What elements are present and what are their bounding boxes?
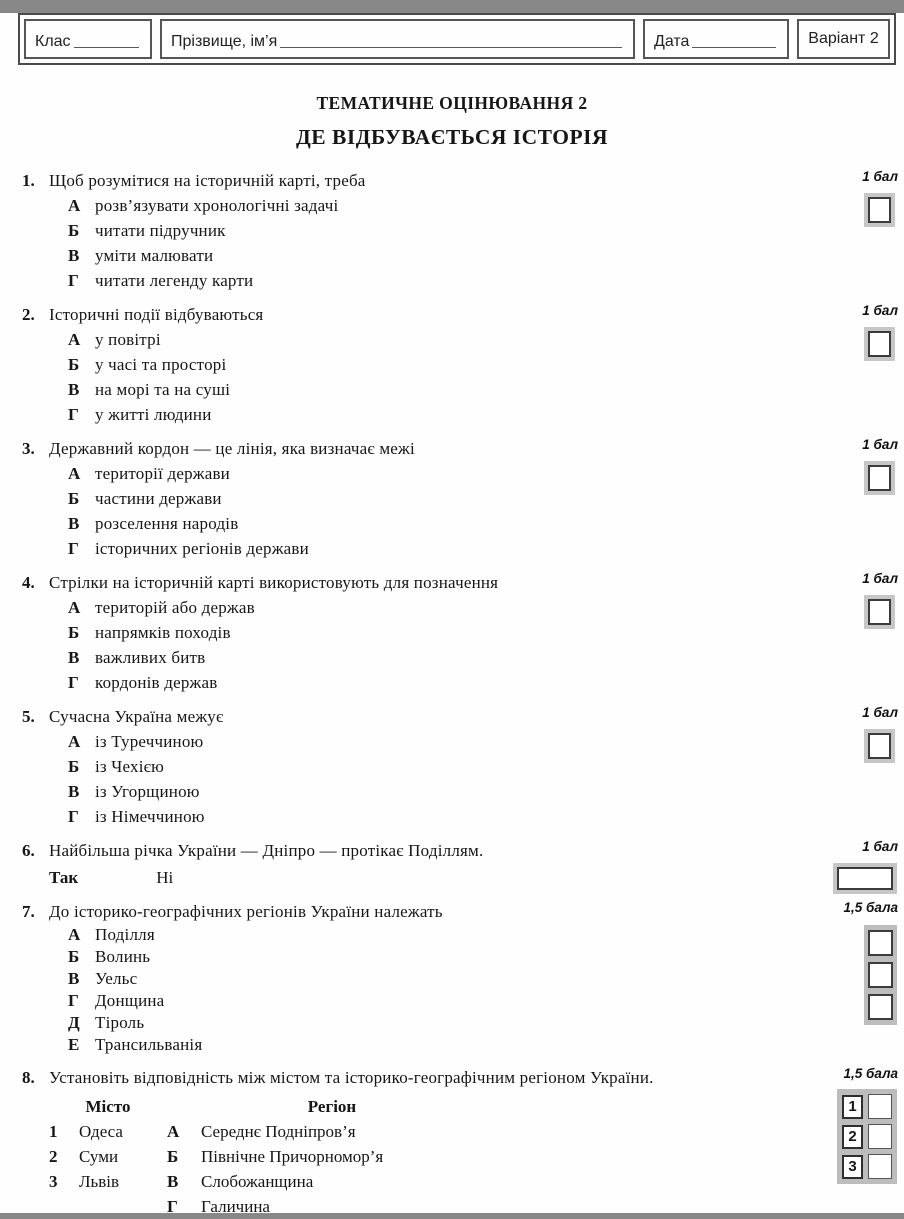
option-letter: Г <box>68 673 79 692</box>
question-head <box>22 436 822 461</box>
answer-box-strip <box>864 925 897 1025</box>
question-main <box>22 436 822 561</box>
option-letter: А <box>68 732 81 751</box>
options-list <box>22 729 822 829</box>
answer-box[interactable] <box>868 1154 892 1179</box>
option-row[interactable] <box>68 924 822 946</box>
name-cell <box>160 19 635 59</box>
questions-list <box>22 168 898 1219</box>
option-text: із Німеччиною <box>95 807 205 826</box>
worksheet-page <box>0 13 904 1216</box>
question-text: Історичні події відбуваються <box>49 305 264 324</box>
name-write-in-line[interactable] <box>280 32 622 48</box>
match-region-letter: В <box>167 1172 179 1191</box>
option-letter: А <box>68 925 81 944</box>
option-text: кордонів держав <box>95 673 218 692</box>
row-number-box: 1 <box>842 1095 863 1119</box>
question-text: Стрілки на історичній карті використовують для позначення <box>49 573 499 592</box>
question-main <box>22 302 822 427</box>
option-letter: Б <box>68 757 80 776</box>
question-number: 6. <box>22 841 35 860</box>
option-text: Донщина <box>95 991 165 1010</box>
answer-box[interactable] <box>868 1094 892 1119</box>
question-text: Державний кордон — це лінія, яка визначає межі <box>49 439 415 458</box>
question-number: 8. <box>22 1068 35 1087</box>
option-letter: В <box>68 514 80 533</box>
question-number: 4. <box>22 573 35 592</box>
score-area <box>822 302 898 427</box>
topic-title: ДЕ ВІДБУВАЄТЬСЯ ІСТОРІЯ <box>296 125 608 149</box>
answer-box[interactable] <box>868 994 893 1020</box>
option-row[interactable] <box>68 327 822 352</box>
match-region-letter: Б <box>167 1147 179 1166</box>
match-city[interactable]: Суми <box>79 1147 119 1166</box>
question-main <box>22 1065 822 1219</box>
question-text: Щоб розумітися на історичній карті, треба <box>49 171 366 190</box>
option-row[interactable] <box>68 511 822 536</box>
option-row[interactable] <box>68 620 822 645</box>
score-area <box>822 838 898 890</box>
option-text: Тіроль <box>95 1013 145 1032</box>
question-number: 1. <box>22 171 35 190</box>
option-letter: В <box>68 246 80 265</box>
option-letter: Г <box>68 271 79 290</box>
options-list <box>22 193 822 293</box>
question-1 <box>22 168 898 293</box>
true-option[interactable]: Так <box>49 868 79 887</box>
option-letter: Г <box>68 991 79 1010</box>
score-area <box>822 1065 898 1219</box>
option-text: у часі та просторі <box>95 355 227 374</box>
option-letter: Б <box>68 623 80 642</box>
points-label: 1 бал <box>862 839 898 854</box>
match-right-header: Регіон <box>307 1097 357 1116</box>
option-text: на морі та на суші <box>95 380 231 399</box>
option-letter: Г <box>68 807 79 826</box>
option-row[interactable] <box>68 645 822 670</box>
points-label: 1 бал <box>862 169 898 184</box>
question-main <box>22 899 822 1056</box>
points-label: 1,5 бала <box>843 1066 898 1081</box>
match-left-header: Місто <box>85 1097 131 1116</box>
option-text: історичних регіонів держави <box>95 539 309 558</box>
option-text: розселення народів <box>95 514 239 533</box>
class-label: Клас <box>35 32 71 50</box>
option-text: напрямків походів <box>95 623 231 642</box>
option-row[interactable] <box>68 595 822 620</box>
option-text: Волинь <box>95 947 151 966</box>
option-text: із Чехією <box>95 757 165 776</box>
option-letter: А <box>68 330 81 349</box>
option-letter: Г <box>68 405 79 424</box>
match-city-number <box>49 1194 79 1219</box>
match-region[interactable]: Північне Причорномор’я <box>201 1147 384 1166</box>
option-letter: В <box>68 648 80 667</box>
option-letter: Д <box>68 1013 80 1032</box>
score-area <box>822 899 898 1056</box>
question-head <box>22 168 822 193</box>
option-text: Трансильванія <box>95 1035 203 1054</box>
variant-cell <box>797 19 890 59</box>
options-list <box>22 924 822 1056</box>
option-letter: Б <box>68 947 80 966</box>
question-main <box>22 704 822 829</box>
row-number-box: 3 <box>842 1155 863 1179</box>
answer-box[interactable] <box>868 962 893 988</box>
question-number: 3. <box>22 439 35 458</box>
class-cell <box>24 19 152 59</box>
answer-box[interactable] <box>868 1124 892 1149</box>
points-label: 1 бал <box>862 705 898 720</box>
score-area <box>822 704 898 829</box>
score-area <box>822 168 898 293</box>
option-row[interactable] <box>68 1012 822 1034</box>
answer-box[interactable] <box>868 930 893 956</box>
match-region-letter: Г <box>167 1197 178 1216</box>
option-text: уміти малювати <box>95 246 214 265</box>
option-text: читати підручник <box>95 221 226 240</box>
option-row[interactable] <box>68 218 822 243</box>
option-row[interactable] <box>68 461 822 486</box>
option-row[interactable] <box>68 779 822 804</box>
option-text: із Туреччиною <box>95 732 204 751</box>
match-city[interactable]: Одеса <box>79 1122 123 1141</box>
match-table <box>49 1094 822 1219</box>
header-strip <box>18 13 896 65</box>
option-row[interactable] <box>68 990 822 1012</box>
option-row[interactable] <box>68 754 822 779</box>
match-city-number: 1 <box>49 1122 58 1141</box>
question-head <box>22 1065 822 1090</box>
option-row[interactable] <box>68 377 822 402</box>
question-main <box>22 570 822 695</box>
option-text: розв’язувати хронологічні задачі <box>95 196 339 215</box>
class-write-in-line[interactable] <box>74 32 139 48</box>
option-letter: Б <box>68 221 80 240</box>
points-label: 1 бал <box>862 571 898 586</box>
answer-box[interactable] <box>868 733 891 759</box>
points-label: 1 бал <box>862 437 898 452</box>
option-text: частини держави <box>95 489 222 508</box>
option-text: Поділля <box>95 925 155 944</box>
question-head <box>22 838 822 863</box>
option-row[interactable] <box>68 968 822 990</box>
option-row[interactable] <box>68 804 822 829</box>
match-region[interactable]: Галичина <box>201 1197 270 1216</box>
question-main <box>22 168 822 293</box>
variant-label: Варіант 2 <box>808 29 879 47</box>
options-list <box>22 461 822 561</box>
answer-box-wide[interactable] <box>837 867 893 890</box>
question-7 <box>22 899 898 1056</box>
question-head <box>22 704 822 729</box>
question-head <box>22 570 822 595</box>
question-main <box>22 838 822 890</box>
question-6 <box>22 838 898 890</box>
question-text: До історико-географічних регіонів України належать <box>49 902 443 921</box>
option-row[interactable] <box>68 1034 822 1056</box>
option-row[interactable] <box>68 402 822 427</box>
option-text: Уельс <box>95 969 138 988</box>
options-list <box>22 595 822 695</box>
question-head <box>22 302 822 327</box>
option-row[interactable] <box>68 729 822 754</box>
match-city <box>79 1194 167 1219</box>
option-row[interactable] <box>68 193 822 218</box>
answer-box[interactable] <box>868 599 891 625</box>
answer-box[interactable] <box>868 331 891 357</box>
option-text: територій або держав <box>95 598 255 617</box>
option-row[interactable] <box>68 352 822 377</box>
question-number: 5. <box>22 707 35 726</box>
score-area <box>822 436 898 561</box>
answer-box[interactable] <box>868 465 891 491</box>
match-region-letter: А <box>167 1122 180 1141</box>
points-label: 1 бал <box>862 303 898 318</box>
option-text: у житті людини <box>95 405 212 424</box>
option-text: території держави <box>95 464 230 483</box>
option-row[interactable] <box>68 670 822 695</box>
option-text: читати легенду карти <box>95 271 254 290</box>
option-row[interactable] <box>68 243 822 268</box>
question-3 <box>22 436 898 561</box>
option-letter: Б <box>68 355 80 374</box>
question-text: Установіть відповідність між містом та історико-географічним регіоном України. <box>49 1068 654 1087</box>
option-letter: В <box>68 969 80 988</box>
date-label: Дата <box>654 32 690 50</box>
question-head <box>22 899 822 924</box>
question-number: 7. <box>22 902 35 921</box>
option-letter: А <box>68 464 81 483</box>
question-text: Найбільша річка України — Дніпро — протікає Поділлям. <box>49 841 484 860</box>
question-text: Сучасна Україна межує <box>49 707 224 726</box>
answer-box[interactable] <box>868 197 891 223</box>
option-row[interactable] <box>68 536 822 561</box>
option-row[interactable] <box>68 946 822 968</box>
truefalse-row <box>22 865 822 890</box>
option-row[interactable] <box>68 486 822 511</box>
option-letter: В <box>68 380 80 399</box>
question-number: 2. <box>22 305 35 324</box>
option-letter: Б <box>68 489 80 508</box>
points-label: 1,5 бала <box>843 900 898 915</box>
row-number-box: 2 <box>842 1125 863 1149</box>
option-row[interactable] <box>68 268 822 293</box>
option-letter: Е <box>68 1035 80 1054</box>
date-write-in-line[interactable] <box>692 32 776 48</box>
options-list <box>22 327 822 427</box>
question-8 <box>22 1065 898 1219</box>
match-region[interactable]: Слобожанщина <box>201 1172 314 1191</box>
option-letter: А <box>68 598 81 617</box>
option-letter: В <box>68 782 80 801</box>
false-option[interactable]: Ні <box>156 868 174 887</box>
match-city-number: 3 <box>49 1172 58 1191</box>
match-city-number: 2 <box>49 1147 58 1166</box>
score-area <box>822 570 898 695</box>
match-region[interactable]: Середнє Подніпров’я <box>201 1122 356 1141</box>
option-letter: А <box>68 196 81 215</box>
assessment-title: ТЕМАТИЧНЕ ОЦІНЮВАННЯ 2 <box>316 93 588 113</box>
option-letter: Г <box>68 539 79 558</box>
match-city[interactable]: Львів <box>79 1172 120 1191</box>
question-2 <box>22 302 898 427</box>
option-text: у повітрі <box>95 330 161 349</box>
question-4 <box>22 570 898 695</box>
name-label: Прізвище, ім’я <box>171 32 278 50</box>
option-text: із Угорщиною <box>95 782 200 801</box>
option-text: важливих битв <box>95 648 206 667</box>
match-answer-panel <box>837 1089 897 1184</box>
date-cell <box>643 19 789 59</box>
question-5 <box>22 704 898 829</box>
